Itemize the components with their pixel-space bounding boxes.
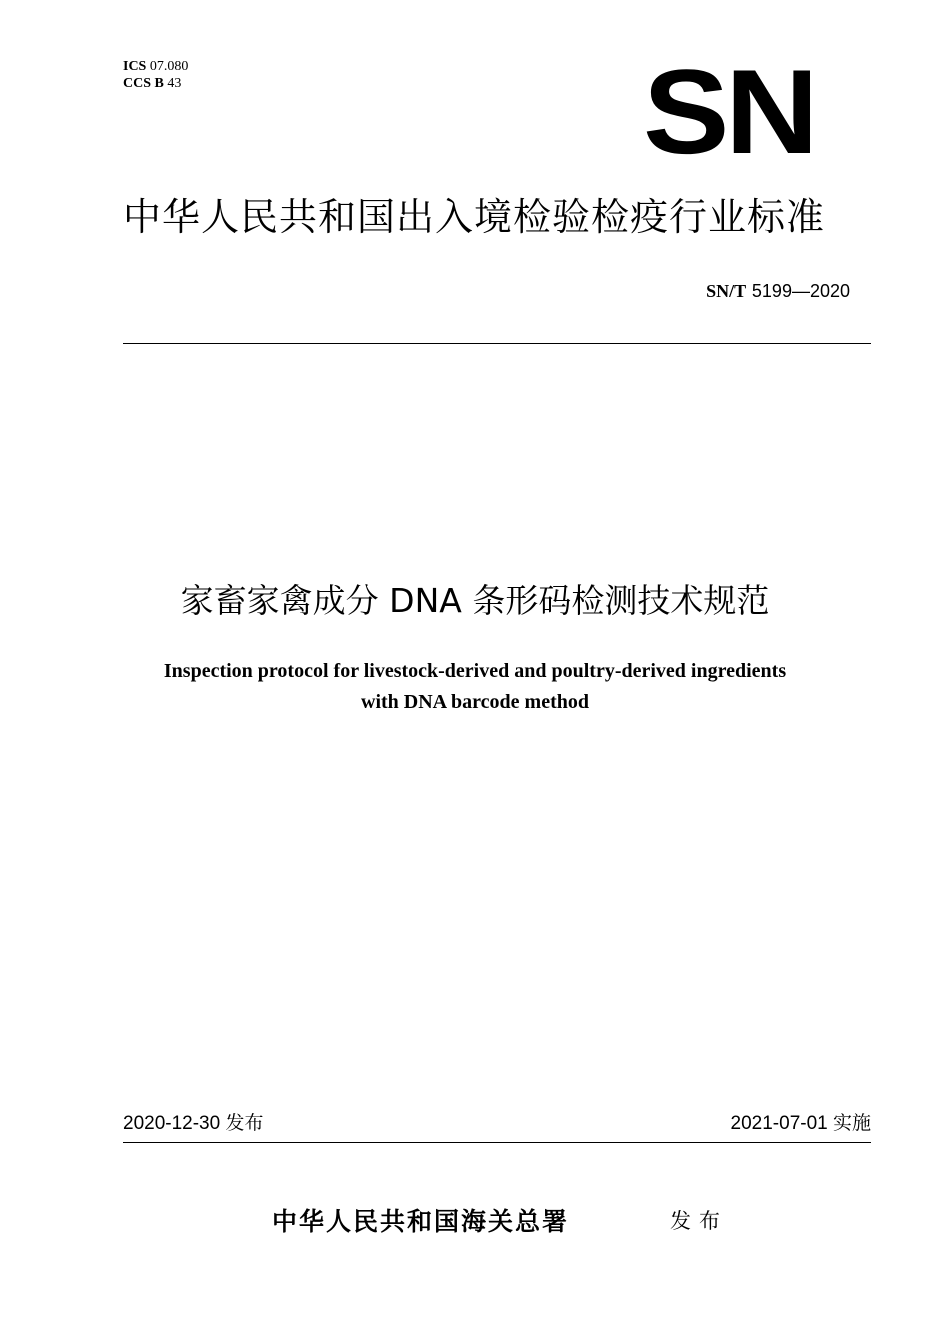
ics-label: ICS [123,59,147,74]
standard-number [706,281,850,302]
top-divider [123,343,871,344]
issue-action: 发布 [670,1209,728,1233]
classification-codes [123,58,188,92]
bottom-divider [123,1142,871,1143]
english-title-line-1: Inspection protocol for livestock-derived and poultry-derived ingredients [163,660,787,682]
sn-logo: SN [643,45,815,179]
standard-code: SN/T [706,281,747,301]
english-title-line-2: with DNA barcode method [361,691,589,713]
english-title [0,656,950,718]
standard-number-value: 5199—2020 [751,281,850,301]
ics-line [123,58,188,75]
industry-standard-title: 中华人民共和国出入境检验检疫行业标准 [123,195,826,239]
ccs-value: 43 [167,76,182,91]
ics-value: 07.080 [149,59,189,74]
publish-date: 2020-12-30 发布 [123,1113,264,1134]
ccs-label: CCS B [123,76,164,91]
chinese-title: 家畜家禽成分 DNA 条形码检测技术规范 [180,581,770,620]
issuing-authority: 中华人民共和国海关总署 [272,1207,570,1236]
ccs-line [123,75,188,92]
implement-date: 2021-07-01 实施 [730,1113,871,1134]
